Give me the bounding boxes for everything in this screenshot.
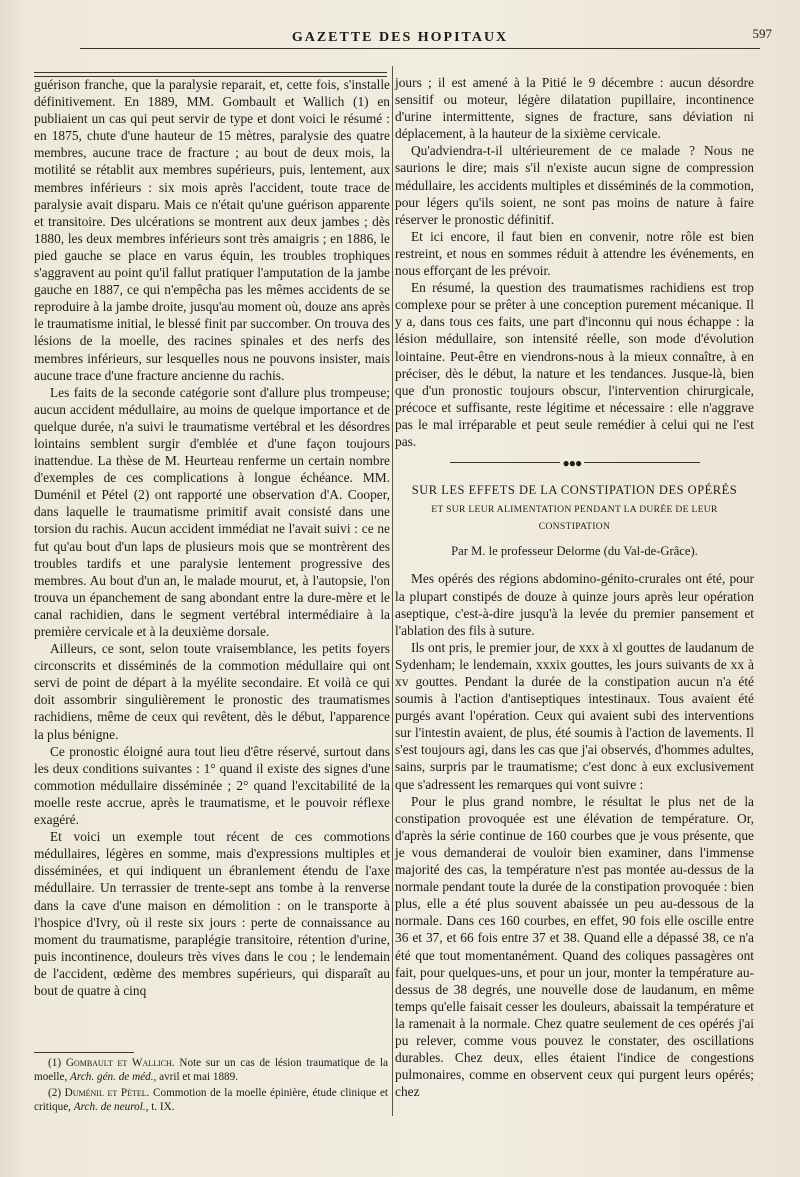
footnote (34, 1086, 388, 1115)
paragraph: Ils ont pris, le premier jour, de xxx à xl gouttes de laudanum de Sydenham; le lendemain, xxxix gouttes, les jours suivants de xx à xv gouttes. Pendant la durée de la constipation aucun n'a été soumis à l'action d'antiseptiques intestinaux. Tous avaient été purgés avant l'opération. Ceux qui avaient subi des interventions sur l'intestin avaient, de plus, été soumis à l'action de lavements. Il s'est toujours agi, dans les cas que j'ai observés, d'hommes adultes, sains, surpris par le traumatisme; c'est donc à eux exclusivement que s'adressent les remarques qui vont suivre : (395, 639, 754, 792)
article-subtitle: ET SUR LEUR ALIMENTATION PENDANT LA DURÉE DE LEUR CONSTIPATION (431, 504, 718, 533)
publication-title: GAZETTE DES HOPITAUX (291, 30, 509, 45)
footnote-journal: Arch. de neurol., (73, 1101, 149, 1114)
paragraph: Qu'adviendra-t-il ultérieurement de ce malade ? Nous ne saurions le dire; mais s'il n'existe aucun signe de compression médullaire, les accidents multiples et disséminés de la commotion, pour légers qu'ils soient, ne sont pas moins de nature à faire réserver le pronostic définitif. (395, 143, 754, 227)
paragraph: guérison franche, que la paralysie reparait, et, cette fois, s'installe définitivement. En 1889, MM. Gombault et Wallich (1) en publiaient un cas qui peut servir de type et dont voici le résumé : en 1875, chute d'une hauteur de 15 mètres, paralysie des quatre membres, aucune trace de fracture ; au bout de deux mois, la motilité se rétablit aux membres supérieurs, puis, lentement, aux membres inférieurs : six mois après l'accident, toute trace de paralysie avait disparu. Mais ce n'était qu'une guérison apparente et transitoire. Des ulcérations se montrent aux deux jambes ; dès 1880, les deux membres inférieurs sont très amaigris ; en 1886, le pied gauche se place en varus équin, les troubles trophiques s'aggravent au point qu'il fallut pratiquer l'amputation de la jambe gauche en 1887, ce qui n'empêcha pas les mêmes accidents de se reproduire à la jambe droite, jusqu'au moment où, douze ans après le traumatisme initial, le blessé finit par succomber. On trouva des lésions de la moelle, des racines spinales et des nerfs des membres inférieurs, sur lesquelles nous ne pouvons insister, mais aucune trace d'une fracture ancienne du rachis. (34, 77, 390, 383)
footnote (34, 1056, 388, 1085)
footnote-rule (34, 1052, 134, 1053)
article-author: Par M. le professeur Delorme (du Val-de-Grâce). (451, 544, 698, 559)
paragraph: En résumé, la question des traumatismes rachidiens est trop complexe pour se prêter à une conception purement mécanique. Il y a, dans tous ces faits, une part d'inconnu qui nous échappe : la lésion médullaire, son intensité réelle, son mode d'évolution lointaine. Peut-être en viendrons-nous à la mieux connaître, à en préciser, dès le début, la nature et les tendances. Jusque-là, bien que d'un pronostic toujours obscur, l'intervention chirurgicale, précoce et suffisante, reste légitime et nécessaire : elle n'aggrave pas le mal irréparable et peut seule remédier à celui qui ne l'est pas. (395, 280, 754, 449)
left-column (34, 76, 390, 999)
column-divider (392, 66, 393, 1116)
footnote-text: Commotion de la moelle épinière, étude clinique et critique, (34, 1086, 389, 1114)
paragraph: jours ; il est amené à la Pitié le 9 décembre : aucun désordre sensitif ou moteur, légère dilatation pupillaire, incontinence d'urine intermittente, signes de fracture, sans déviation ni déplacement, à la hauteur de la sixième cervicale. (395, 75, 754, 142)
paragraph: Mes opérés des régions abdomino-génito-crurales ont été, pour la plupart constipés de douze à quinze jours après leur opération aseptique, c'est-à-dire jusqu'à la levée du premier pansement et l'ablation des fils à suture. (395, 571, 754, 638)
paragraph: Les faits de la seconde catégorie sont d'allure plus trompeuse; aucun accident médullaire, au moins de quelque importance et de quelque durée, n'a suivi le traumatisme vertébral et les désordres lointains semblent surgir d'emblée et d'une façon toujours inattendue. La thèse de M. Heurteau renferme un certain nombre d'exemples de ces complications à longue échéance. MM. Duménil et Pétel (2) ont rapporté une observation d'A. Cooper, dans laquelle le traumatisme primitif avait consisté dans une torsion du rachis. Aucun accident immédiat ne l'avait suivi : ce ne fut qu'au bout d'un laps de plusieurs mois que se montrèrent des troubles tardifs et une paralysie lentement progressive des membres. Au bout d'un an, le malade mourut, et, à l'autopsie, l'on trouva un épanchement de sang abondant entre la dure-mère et le canal rachidien, dans le segment vertébral intermédiaire à la première cervicale et à la deuxième dorsale. (34, 384, 390, 639)
paragraph: Ailleurs, ce sont, selon toute vraisemblance, les petits foyers circonscrits et disséminés de la commotion médullaire qui ont servi de point de départ à la myélite secondaire. Et voilà ce qui doit assombrir singulièrement le pronostic des traumatismes rachidiens, même de ceux qui revêtent, dès le début, l'apparence la plus bénigne. (34, 641, 390, 742)
footnote-ref: avril et mai 1889. (159, 1071, 239, 1084)
paragraph: Ce pronostic éloigné aura tout lieu d'être réservé, surtout dans les deux conditions suivantes : 1° quand il existe des signes d'une commotion médullaire disséminée ; 2° quand l'excitabilité de la moelle reste accrue, après le traumatisme, et le pouvoir réflexe exagéré. (34, 743, 390, 828)
ornament-glyphs: ●●● (560, 455, 585, 472)
footnote-journal: Arch. gén. de méd., (70, 1071, 157, 1084)
paragraph: Pour le plus grand nombre, le résultat le plus net de la constipation provoquée est une élévation de température. Or, d'après la série continue de 160 courbes que je vous présente, que je vous demanderai de vouloir bien examiner, dans l'immense majorité des cas, la température n'est pas montée au-dessus de la normale pendant toute la durée de la constipation provoquée : bien plus, elle a été plus souvent abaissée un peu au-dessous de la normale. Dans ces 160 courbes, en effet, 90 fois elle oscille entre 36 et 37, et 66 fois entre 37 et 38. Quand elle a dépassé 38, ce n'a été que tout momentanément. Quand des coliques passagères ont fait, pour quelques-uns, et pour un jour, monter la température au-dessus de 38 degrés, une nouvelle dose de laudanum, en même temps qu'elle faisait cesser les douleurs, abaissait la température et la ramenait à la normale. Chez quatre seulement de ces opérés j'ai pu relever, comme vous pouvez le constater, des oscillations durables. Chez deux, elles étaient l'indice de congestions pulmonaires, comme en observent ceux qui purgent leurs opérés; chez (395, 793, 754, 1100)
footnotes (34, 1056, 388, 1116)
header-rule (80, 48, 760, 49)
paragraph: Et ici encore, il faut bien en convenir, notre rôle est bien restreint, et nous en sommes réduit à attendre les événements, en nous efforçant de les prévoir. (395, 228, 754, 279)
footnote-marker: (2) (48, 1086, 62, 1099)
section-ornament (450, 456, 700, 471)
paragraph: Et voici un exemple tout récent de ces commotions médullaires, légères en somme, mais d'expressions multiples et disséminées, et qui indiquent un ébranlement étendu de l'axe médullaire. Un terrassier de trente-sept ans tombe à la renverse dans la cave d'une maison en démolition : on le transporte à l'hospice d'Ivry, où il reste six jours : perte de connaissance au moment du traumatisme, paraplégie transitoire, rétention d'urine, puis incontinence, douleurs très vives dans le cou ; le lendemain de l'accident, œdème des membres supérieurs, qui disparaît au bout de quatre à cinq (34, 829, 390, 998)
footnote-authors: Gombault et Wallich. (65, 1057, 175, 1069)
footnote-ref: t. IX. (151, 1101, 175, 1114)
right-column (395, 74, 754, 1100)
article-title: SUR LES EFFETS DE LA CONSTIPATION DES OPÉRÉS (411, 483, 738, 498)
footnote-authors: Duménil et Pétel. (64, 1086, 150, 1099)
page-number: 597 (752, 26, 772, 41)
footnote-marker: (1) (48, 1057, 62, 1069)
footnote-text: Note sur un cas de lésion traumatique de la moelle, (34, 1057, 388, 1084)
